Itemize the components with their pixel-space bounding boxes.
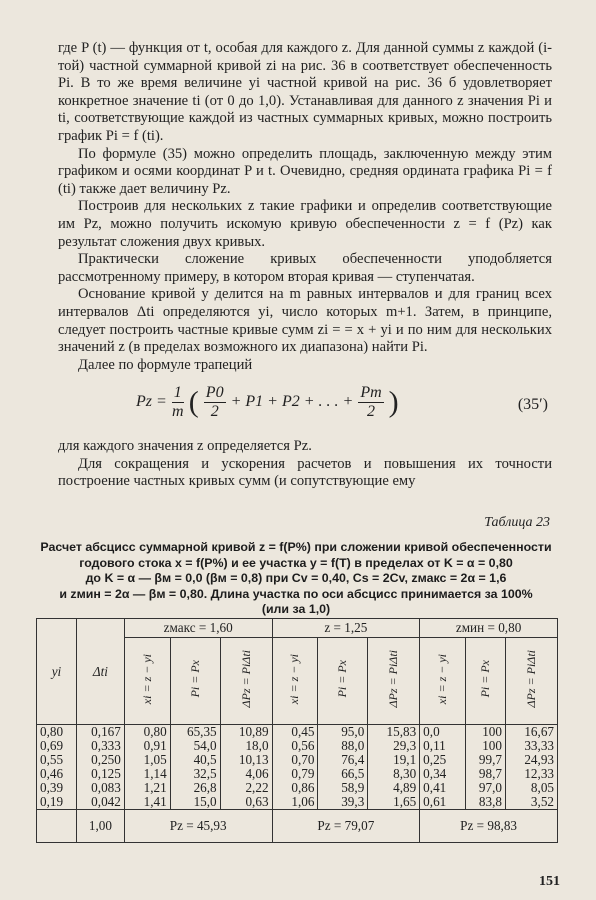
data-table: [36, 618, 558, 843]
column-g3-p: 100 100 99,7 98,7 97,0 83,8: [466, 725, 506, 810]
paragraph-7: для каждого значения z определяется Pz.: [58, 438, 312, 455]
column-g2-x: 0,45 0,56 0,70 0,79 0,86 1,06: [272, 725, 318, 810]
column-g1-dp: 10,89 18,0 10,13 4,06 2,22 0,63: [220, 725, 272, 810]
column-g1-x: 0,80 0,91 1,05 1,14 1,21 1,41: [124, 725, 170, 810]
total-group-1: Pz = 45,93: [124, 810, 272, 843]
table-header-row-2: xi = z − yi Pi = Px ΔPz = PiΔti xi = z − yi Pi = Px ΔPz = PiΔti xi = z − yi Pi = Px ΔPz = PiΔti: [37, 638, 558, 725]
formula-fraction-p0: $\frac{P0}{2}$: [205, 384, 224, 421]
paragraph-1: где P (t) — функция от t, особая для каждого z. Для данной суммы z каждой (i-той) частной суммарной кривой zi на рис. 36 в соответствует обеспеченность Pi. В то же время величине yi частной кривой на рис. 36 б удовлетворяет конкретное значение ti (от 0 до 1,0). Устанавливая для данного z значения Pi и ti, соответствующие каждой из частных суммарных кривых, можно построить график Pi = f (ti).: [58, 40, 552, 144]
page-number: 151: [539, 874, 560, 889]
header-group-2: z = 1,25: [272, 619, 420, 638]
table-header-row-1: [37, 619, 558, 638]
column-g2-p: 95,0 88,0 76,4 66,5 58,9 39,3: [318, 725, 368, 810]
paragraph-6: Далее по формуле трапеций: [78, 356, 253, 373]
formula-lhs: Pz: [136, 393, 152, 411]
paragraph-8: Для сокращения и ускорения расчетов и повышения их точности построение частных кривых сумм (и сопутствующие ему: [58, 455, 552, 490]
paragraph-4: Практически сложение кривых обеспеченности уподобляется рассмотренному примеру, в котором вторая кривая — ступенчатая.: [58, 251, 552, 285]
column-g1-p: 65,35 54,0 40,5 32,5 26,8 15,0: [170, 725, 220, 810]
paragraph-2: По формуле (35) можно определить площадь, заключенную между этим графиком и осями координат P и t. Очевидно, средняя ордината графика Pi = f (ti) также дает величину Pz.: [58, 145, 552, 197]
body-text: [58, 40, 552, 491]
column-g3-dp: 16,67 33,33 24,93 12,33 8,05 3,52: [505, 725, 557, 810]
table-body: [37, 725, 558, 810]
formula-fraction-1m: $\frac{1}{m}$: [172, 384, 184, 421]
table-caption: Расчет абсцисс суммарной кривой z = f(P%) при сложении кривой обеспеченности годового стока x = f(P%) и ее участка y = f(T) в пределах от K = α = 0,80 до K = α — βм = 0,0 (βм = 0,8) при Cv = 0,40, Cs = 2Cv, zмакс = 2α = 1,6 и zмин = 2α — βм = 0,80. Длина участка по оси абсцисс принимается за 100% (или за 1,0): [40, 540, 552, 617]
table-label: Таблица 23: [484, 515, 550, 530]
column-g3-x: 0,0 0,11 0,25 0,34 0,41 0,61: [420, 725, 466, 810]
formula-number: (35′): [517, 396, 548, 414]
formula-terms: + P1 + P2 + . . . +: [230, 393, 354, 411]
trapezoid-formula: Pz = $\frac{1}{m}$ ( $\frac{P0}{2}$ + P1 + P2 + . . . + $\frac{Pm}{2}$ ) (35′): [136, 384, 548, 421]
paragraph-3: Построив для нескольких z такие графики и определив соответствующие им Pz, можно получить искомую кривую обеспеченности z = f (Pz) как результат сложения двух кривых.: [58, 198, 552, 250]
total-dti: 1,00: [76, 810, 124, 843]
formula-fraction-pm: $\frac{Pm}{2}$: [360, 384, 382, 421]
header-group-1: zмакс = 1,60: [124, 619, 272, 638]
paragraph-5: Основание кривой y делится на m равных интервалов и для границ всех интервалов Δti определяются yi, число которых m+1. Затем, в принципе, следует построить частные кривые сумм zi = = x + yi и по ним для нескольких значений z (в пределах возможного их диапазона) найти Pi.: [58, 286, 552, 356]
header-yi: yi: [37, 619, 77, 725]
total-group-3: Pz = 98,83: [420, 810, 558, 843]
column-yi: 0,80 0,69 0,55 0,46 0,39 0,19: [37, 725, 77, 810]
header-dti: Δti: [76, 619, 124, 725]
table-total-row: [37, 810, 558, 843]
column-g2-dp: 15,83 29,3 19,1 8,30 4,89 1,65: [368, 725, 420, 810]
total-group-2: Pz = 79,07: [272, 810, 420, 843]
column-dti: 0,167 0,333 0,250 0,125 0,083 0,042: [76, 725, 124, 810]
header-group-3: zмин = 0,80: [420, 619, 558, 638]
